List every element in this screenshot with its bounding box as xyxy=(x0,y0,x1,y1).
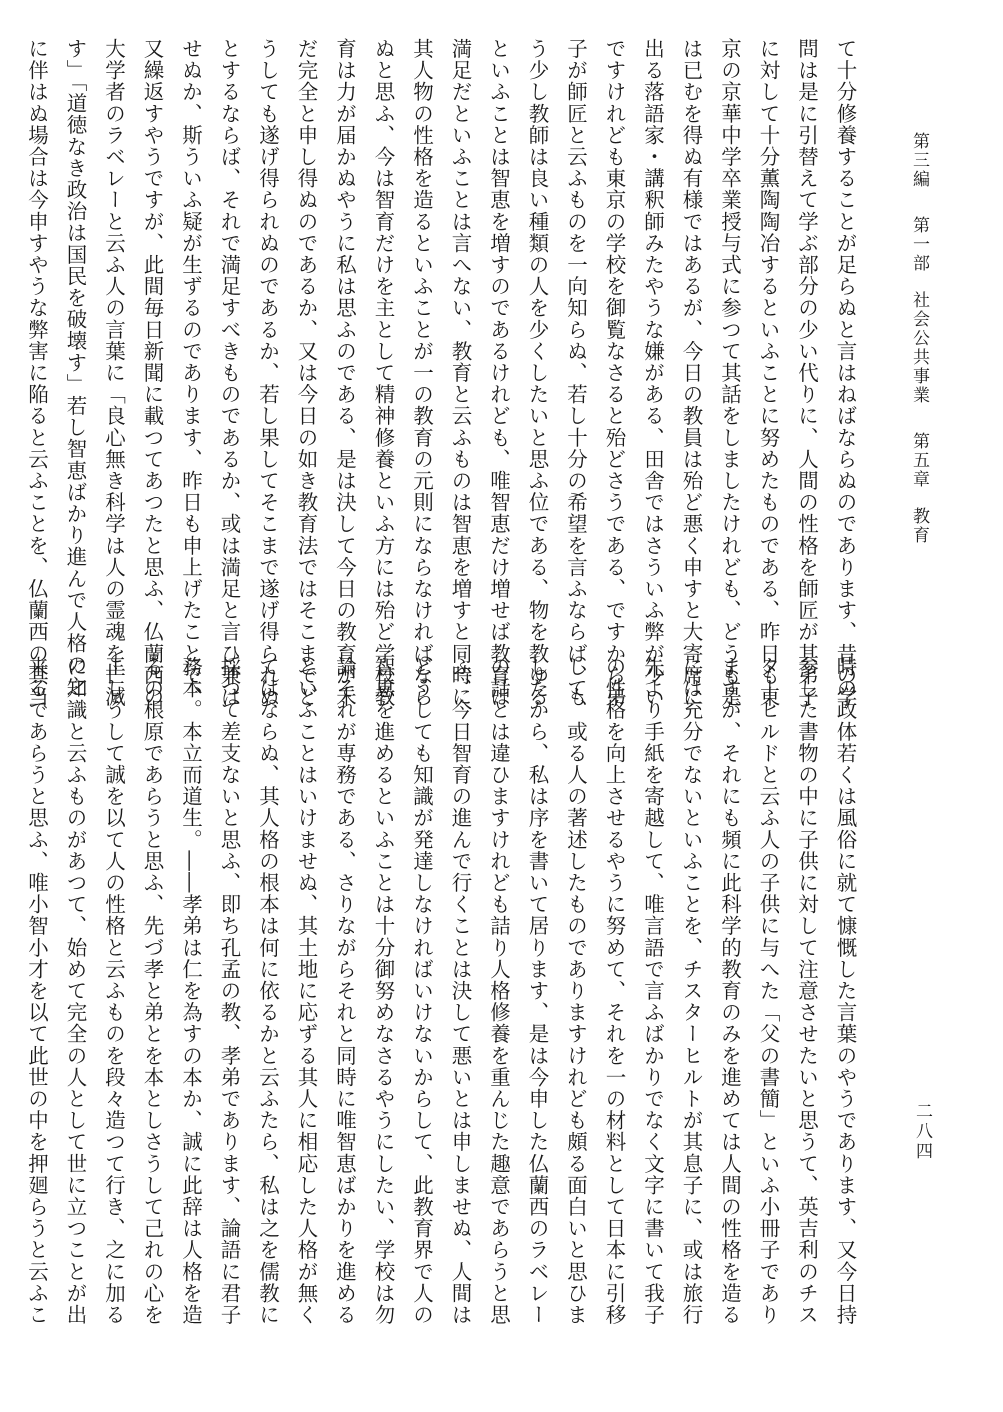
text-line: 先より手紙を寄越して、唯言語で言ふばかりでなく文字に書いて我子 xyxy=(640,656,665,1326)
text-line: す」「道徳なき政治は国民を破壊す」若し智恵ばかり進んで人格の之 xyxy=(63,38,87,698)
text-line: 採つて差支ないと思ふ、即ち孔孟の教、孝弟であります、論語に君子 xyxy=(217,656,241,1326)
text-line: 智恵を進めるといふことは十分御努めなさるやうにしたい、学校は勿 xyxy=(371,656,395,1326)
text-line: 時の政体若くは風俗に就て慷慨した言葉のやうであります、又今日持 xyxy=(833,656,857,1326)
text-line: ぬと思ふ、今は智育だけを主として精神修養といふ方には殆ど学校教 xyxy=(371,38,395,708)
text-line: 来るであらうと思ふ、唯小智小才を以て此世の中を押廻らうと云ふこ xyxy=(24,656,49,1326)
text-line: に知識と云ふものがあつて、始めて完全の人として世に立つことが出 xyxy=(63,656,87,1326)
header-section: 第一部 xyxy=(909,216,929,274)
header-subject: 社会公共事業 xyxy=(909,290,929,405)
text-line: 務本。本立而道生。――孝弟は仁を為すの本か、誠に此辞は人格を造 xyxy=(178,656,203,1326)
text-line: の話とは違ひますけれども詰り人格修養を重んじた趣意であらうと思 xyxy=(486,656,511,1326)
text-line: 満足だといふことは言へない、教育と云ふものは智恵を増すと同時に xyxy=(448,38,472,708)
text-block-lower xyxy=(24,656,864,1326)
text-line: 論それが専務である、さりながらそれと同時に唯智恵ばかりを進める xyxy=(332,656,357,1326)
text-line: ふ、今日智育の進んで行くことは決して悪いとは申しませぬ、人間は xyxy=(448,656,472,1326)
header-topic: 教育 xyxy=(909,506,929,545)
text-line: の性格を向上させるやうに努めて、それを一の材料として日本に引移 xyxy=(602,656,626,1326)
text-line: といふことはいけませぬ、其土地に応ずる其人に相応した人格が無く xyxy=(294,656,318,1326)
text-line: 其人物の性格を造るといふことが一の教育の元則にならなければなら xyxy=(409,38,434,708)
text-line: ターヒルドと云ふ人の子供に与へた「父の書簡」といふ小冊子であり xyxy=(756,656,780,1326)
text-line: 参した書物の中に子供に対して注意させたいと思うて、英吉利のチス xyxy=(794,656,819,1326)
text-line: せぬか、斯ういふ疑が生ずるのであります、昨日も申上げたことで、 xyxy=(178,38,203,708)
text-line: 子が師匠と云ふものを一向知らぬ、若し十分の希望を言ふならば、も xyxy=(563,38,588,708)
text-line: とするならば、それで満足すべきものであるか、或は満足と言ひ兼は xyxy=(217,38,241,708)
text-line: 大学者のラベレーと云ふ人の言葉に「良心無き科学は人の霊魂を亡滅 xyxy=(101,38,126,708)
running-header xyxy=(910,132,927,545)
text-block-upper xyxy=(24,38,864,708)
text-line: ますが、それにも頻に此科学的教育のみを進めては人間の性格を造る xyxy=(717,656,742,1326)
text-line: 育は力が届かぬやうに私は思ふのである、是は決して今日の教育が未 xyxy=(332,38,357,708)
text-line: う少し教師は良い種類の人を少くしたいと思ふ位である、物を教ゆる xyxy=(525,38,549,708)
text-line: に対して十分薫陶陶冶するといふことに努めたものである、昨日も東 xyxy=(756,38,780,708)
text-line: して、或る人の著述したものでありますけれども頗る面白いと思ひま xyxy=(563,656,588,1326)
text-line: どうしても知識が発達しなければいけないからして、此教育界で人の xyxy=(409,656,434,1326)
text-line: だ完全と申し得ぬのであるか、又は今日の如き教育法ではそこまでど xyxy=(294,38,318,708)
text-line: るの根原であらうと思ふ、先づ孝と弟とを本としさうして己れの心を xyxy=(140,656,164,1326)
header-part: 第三編 xyxy=(909,132,929,189)
text-line: 又繰返すやうですが、此間毎日新聞に載つてあつたと思ふ、仏蘭西の xyxy=(140,38,164,708)
text-line: といふことは智恵を増すのであるけれども、唯智恵だけ増せば教育は xyxy=(486,38,511,708)
text-line: 京の京華中学卒業授与式に参つて其話をしましたけれども、どうも是 xyxy=(717,38,742,708)
text-line: には充分でないといふことを、チスターヒルトが其息子に、或は旅行 xyxy=(679,656,703,1326)
text-line: て十分修養することが足らぬと言はねばならぬのであります、昔の学 xyxy=(833,38,857,708)
page-number: 二八四 xyxy=(912,1102,932,1162)
text-line: したから、私は序を書いて居ります、是は今申した仏蘭西のラベレー xyxy=(525,656,549,1326)
text-line: 問は是に引替えて学ぶ部分の少い代りに、人間の性格を師匠が其弟子 xyxy=(794,38,819,708)
text-line: 正しうして誠を以て人の性格と云ふものを段々造つて行き、之に加る xyxy=(101,656,126,1326)
text-line: に伴はぬ場合は今申すやうな弊害に陥ると云ふことを、仏蘭西の其当 xyxy=(24,38,49,708)
text-line: ですけれども東京の学校を御覧なさると殆どさうである、ですから弟 xyxy=(602,38,626,708)
text-line: 出る落語家・講釈師みたやうな嫌がある、田舎ではさういふ弊が少い xyxy=(640,38,665,708)
text-line: は已むを得ぬ有様ではあるが、今日の教員は殆ど悪く申すと大寄席に xyxy=(679,38,703,708)
text-line: てはならぬ、其人格の根本は何に依るかと云ふたら、私は之を儒教に xyxy=(255,656,280,1326)
header-chapter: 第五章 xyxy=(909,432,929,490)
text-line: うしても遂げ得られぬのであるか、若し果してそこまで遂げ得られぬ xyxy=(255,38,280,708)
